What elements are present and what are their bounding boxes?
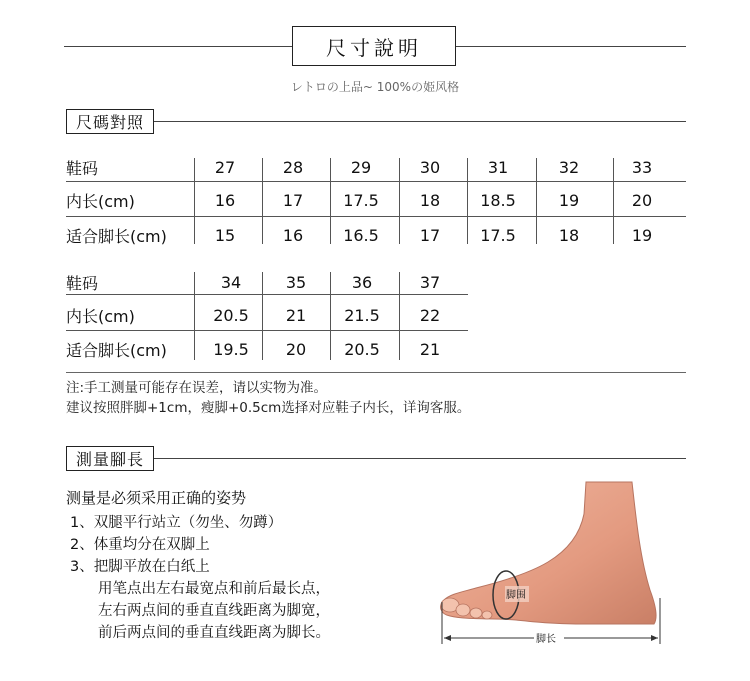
foot-width-label: 脚围	[506, 590, 526, 601]
table-cell: 17.5	[480, 226, 516, 245]
table-cell: 19	[631, 226, 653, 245]
table-cell: 20.5	[344, 340, 380, 359]
title-rule-left	[64, 46, 292, 47]
table-cell: 32	[558, 158, 580, 177]
size-note	[66, 378, 470, 418]
table-cell: 21	[285, 306, 307, 325]
table-cell: 33	[631, 158, 653, 177]
foot-measurement-diagram	[436, 478, 668, 656]
table-cell: 20	[285, 340, 307, 359]
size-section-rule	[66, 121, 686, 122]
table2-row-foot-length	[66, 332, 468, 367]
row-label: 内长(cm)	[66, 192, 135, 211]
table-cell: 17	[419, 226, 441, 245]
size-table-1	[66, 154, 686, 259]
arrow-head-left	[444, 635, 451, 641]
table-cell: 16.5	[343, 226, 379, 245]
table-cell: 18	[419, 191, 441, 210]
size-section-label-text: 尺碼對照	[76, 113, 145, 132]
table1-row-shoe-size	[66, 150, 686, 185]
measure-step-1: 1、双腿平行站立（勿坐、勿蹲）	[70, 515, 283, 531]
note-line-2: 建议按照胖脚+1cm，瘦脚+0.5cm选择对应鞋子内长，详询客服。	[66, 400, 471, 416]
measure-section-label-text: 測量腳長	[76, 450, 145, 469]
row-label: 适合脚长(cm)	[66, 227, 167, 246]
table-cell: 31	[487, 158, 509, 177]
table-cell: 20.5	[213, 306, 249, 325]
toe	[456, 604, 470, 616]
size-table-2	[66, 270, 468, 365]
foot-illustration	[441, 482, 656, 624]
measure-section-label	[66, 446, 154, 471]
table1-row-foot-length	[66, 218, 686, 253]
table-cell: 17	[282, 191, 304, 210]
row-label: 适合脚长(cm)	[66, 341, 167, 360]
note-rule	[66, 372, 686, 373]
row-label: 内长(cm)	[66, 307, 135, 326]
table-cell: 36	[351, 273, 373, 292]
arrow-head-right	[651, 635, 658, 641]
measure-instructions	[66, 486, 330, 644]
table-cell: 16	[214, 191, 236, 210]
table2-row-shoe-size	[66, 265, 468, 300]
toe	[482, 611, 492, 619]
measure-detail-2: 左右两点间的垂直直线距离为脚宽，	[98, 603, 330, 619]
table-cell: 19	[558, 191, 580, 210]
measure-detail-1: 用笔点出左右最宽点和前后最长点，	[98, 581, 330, 597]
measure-section-rule	[66, 458, 686, 459]
note-line-1: 注:手工测量可能存在误差，请以实物为准。	[66, 380, 328, 396]
measure-detail-3: 前后两点间的垂直直线距离为脚长。	[98, 625, 330, 641]
table2-row-inner-length	[66, 298, 468, 333]
table-cell: 19.5	[213, 340, 249, 359]
row-label: 鞋码	[66, 159, 99, 178]
measure-step-3: 3、把脚平放在白纸上	[70, 559, 210, 575]
row-label: 鞋码	[66, 274, 99, 293]
title-rule-right	[456, 46, 686, 47]
foot-length-label: 脚长	[536, 634, 556, 645]
table-cell: 27	[214, 158, 236, 177]
table-cell: 29	[350, 158, 372, 177]
table-cell: 28	[282, 158, 304, 177]
table-cell: 35	[285, 273, 307, 292]
measure-heading: 测量是必须采用正确的姿势	[66, 489, 247, 507]
page-subtitle: レトロの上品~ 100%の姫风格	[290, 80, 460, 94]
table-cell: 16	[282, 226, 304, 245]
table-cell: 30	[419, 158, 441, 177]
toe	[470, 608, 482, 618]
table-cell: 34	[220, 273, 242, 292]
measure-step-2: 2、体重均分在双脚上	[70, 537, 210, 553]
size-section-label	[66, 109, 154, 134]
table-cell: 21.5	[344, 306, 380, 325]
table1-row-inner-length	[66, 183, 686, 218]
table-cell: 17.5	[343, 191, 379, 210]
table-cell: 18.5	[480, 191, 516, 210]
page-title	[292, 26, 456, 66]
table-cell: 15	[214, 226, 236, 245]
page-title-text: 尺寸說明	[326, 35, 422, 60]
table-cell: 20	[631, 191, 653, 210]
table-cell: 22	[419, 306, 441, 325]
table-cell: 18	[558, 226, 580, 245]
table-cell: 21	[419, 340, 441, 359]
table-cell: 37	[419, 273, 441, 292]
